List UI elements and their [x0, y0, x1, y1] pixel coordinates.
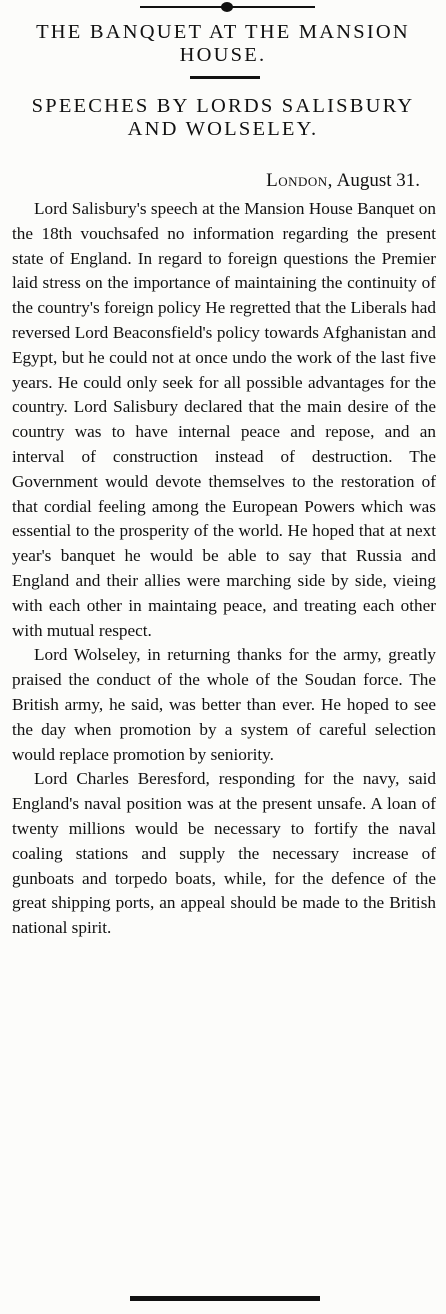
ornament-dot: [221, 2, 233, 12]
subheadline: SPEECHES BY LORDS SALISBURY AND WOLSELEY.: [31, 95, 415, 140]
dateline: [266, 170, 420, 192]
dateline-place: London,: [266, 170, 333, 191]
headline: THE BANQUET AT THE MANSION HOUSE.: [36, 21, 410, 66]
bottom-divider: [130, 1296, 320, 1301]
top-ornament-rule: [140, 2, 315, 12]
dateline-date: August 31.: [336, 170, 420, 191]
headline-divider: [190, 76, 260, 79]
article-body: [12, 197, 436, 941]
paragraph-salisbury: Lord Salisbury's speech at the Mansion House Banquet on the 18th vouchsafed no information regarding the present state of England. In regard to foreign questions the Premier laid stress on the importance of maintaining the continuity of the country's foreign policy He regretted that the Liberals had reversed Lord Beaconsfield's policy towards Afghanistan and Egypt, but he could not at once undo the work of the last five years. He could only seek for all possible advantages for the country. Lord Salisbury declared that the main desire of the country was to have internal peace and repose, and an interval of construction instead of destruction. The Government would devote themselves to the restoration of that cordial feeling among the European Powers which was essential to the prosperity of the world. He hoped that at next year's banquet he would be able to say that Russia and England and their allies were marching side by side, vieing with each other in maintaing peace, and treating each other with mutual respect.: [12, 199, 436, 640]
paragraph-wolseley: Lord Wolseley, in returning thanks for the army, greatly praised the conduct of the whole of the Soudan force. The British army, he said, was better than ever. He hoped to see the day when promotion by a system of careful selection would replace promotion by seniority.: [12, 645, 436, 764]
paragraph-beresford: Lord Charles Beresford, responding for the navy, said England's naval position was at the present unsafe. A loan of twenty millions would be necessary to fortify the naval coaling stations and supply the necessary increase of gunboats and torpedo boats, while, for the defence of the great shipping ports, an appeal should be made to the British national spirit.: [12, 769, 436, 938]
